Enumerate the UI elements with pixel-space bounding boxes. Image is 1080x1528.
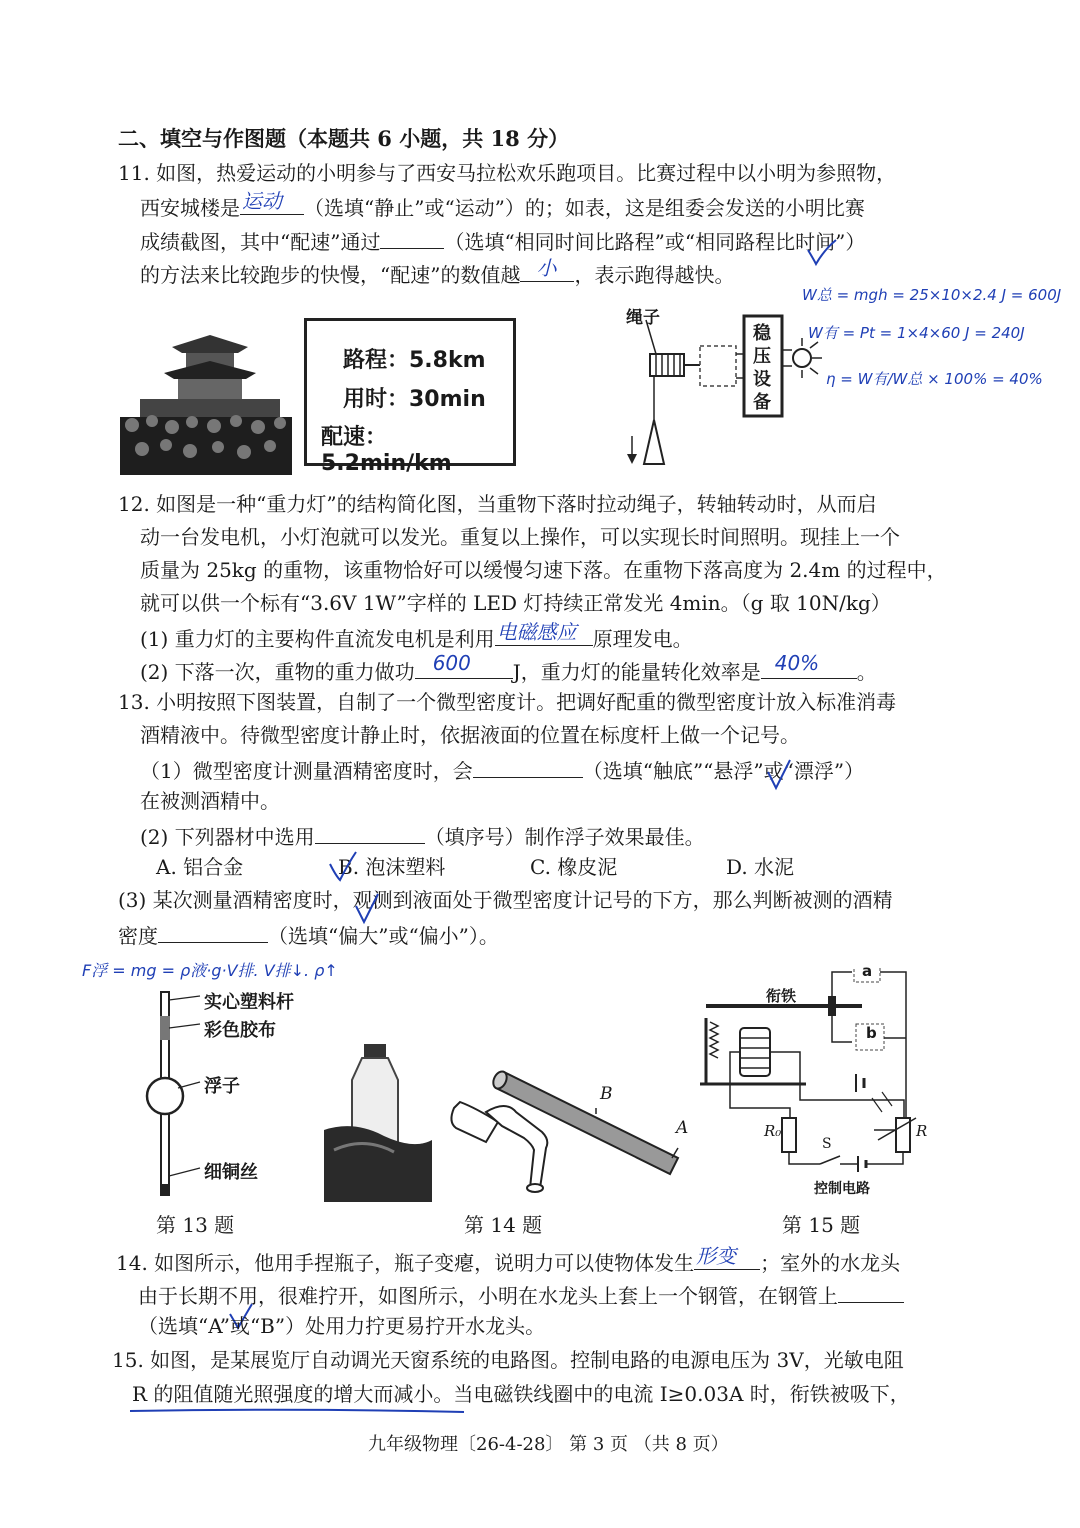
distance-text: 路程：5.8km	[343, 348, 486, 373]
q12-text: J，重力灯的能量转化效率是	[512, 660, 761, 684]
q15-line-1: 15. 如图，是某展览厅自动调光天窗系统的电路图。控制电路的电源电压为 3V，光敏电阻	[112, 1348, 904, 1372]
handwritten-w-useful: W有 = Pt = 1×4×60 J = 240J	[808, 324, 1025, 342]
q11-blank-1[interactable]	[240, 189, 304, 215]
point-b-label: B	[600, 1084, 613, 1104]
q15-line-2: R 的阻值随光照强度的增大而减小。当电磁铁线圈中的电流 I≥0.03A 时，衔铁被吸下，	[132, 1382, 910, 1406]
handwritten-buoyancy: F浮 = mg = ρ液·g·V排. V排↓. ρ↑	[82, 961, 338, 980]
q14-blank-1[interactable]	[694, 1244, 760, 1270]
rod-label: 实心塑料杆	[204, 992, 294, 1013]
q11-line-3	[140, 226, 865, 255]
q11-text: 成绩截图，其中“配速”通过	[140, 230, 381, 254]
q13-text: （选填“触底”“悬浮”或“漂浮”）	[582, 759, 865, 783]
q11-blank-3[interactable]	[520, 256, 574, 282]
q12-line-4: 就可以供一个标有“3.6V 1W”字样的 LED 灯持续正常发光 4min。（g 取 10N/kg）	[140, 591, 891, 615]
q11-line-1: 11. 如图，热爱运动的小明参与了西安马拉松欢乐跑项目。比赛过程中以小明为参照物，	[118, 161, 897, 185]
q12-text: (2) 下落一次，重物的重力做功	[140, 660, 415, 684]
density-meter-diagram	[140, 988, 210, 1208]
point-a-label: A	[676, 1118, 689, 1138]
q13-text: (2) 下列器材中选用	[140, 825, 315, 849]
fig13-caption: 第 13 题	[156, 1213, 235, 1237]
q13-text: 密度	[118, 924, 158, 948]
time-text: 用时：30min	[343, 387, 486, 412]
q14-answer-1: 形变	[696, 1244, 737, 1268]
q12-line-1: 12. 如图是一种“重力灯”的结构简化图，当重物下落时拉动绳子，转轴转动时，从而启	[118, 492, 877, 516]
section-title: 二、填空与作图题（本题共 6 小题，共 18 分）	[118, 126, 570, 151]
q13-option-b: B. 泡沫塑料	[338, 855, 446, 879]
page-footer: 九年级物理〔26-4-28〕 第 3 页 （共 8 页）	[368, 1434, 729, 1455]
q12-answer-1: 电磁感应	[496, 620, 577, 644]
check-mark-icon	[764, 758, 794, 792]
fig14-caption: 第 14 题	[464, 1213, 543, 1237]
q12-blank-1[interactable]	[495, 620, 593, 646]
q13-line-2: 酒精液中。待微型密度计静止时，依据液面的位置在标度杆上做一个记号。	[140, 723, 800, 747]
lamp-a-label: a	[862, 962, 873, 980]
float-label: 浮子	[204, 1076, 240, 1097]
q11-text: 的方法来比较跑步的快慢，“配速”的数值越	[140, 263, 521, 287]
squeezed-bottle-photo	[324, 1040, 432, 1202]
pace-text: 配速：5.2min/km	[321, 425, 452, 476]
xian-city-gate-photo	[120, 325, 292, 475]
q12-answer-2: 600	[432, 651, 471, 675]
photoresistor-r-label: R	[916, 1122, 928, 1140]
q12-text: 原理发电。	[592, 627, 693, 651]
q12-answer-3: 40%	[774, 651, 820, 675]
handwritten-underline	[128, 1406, 468, 1416]
q12-text: 。	[856, 660, 877, 684]
wire-label: 细铜丝	[204, 1162, 258, 1183]
q14-text: 由于长期不用，很难拧开，如图所示，小明在水龙头上套上一个钢管，在钢管上	[138, 1284, 838, 1308]
q11-text: （选填“静止”或“运动”）的；如表，这是组委会发送的小明比赛	[304, 196, 865, 220]
q13-sub-1	[140, 755, 864, 784]
lamp-b-label: b	[866, 1024, 877, 1042]
q13-text: （填序号）制作浮子效果最佳。	[424, 825, 705, 849]
r0-label: R₀	[764, 1122, 782, 1140]
tape-label: 彩色胶布	[204, 1020, 276, 1041]
q12-line-3: 质量为 25kg 的重物，该重物恰好可以缓慢匀速下落。在重物下落高度为 2.4m 的过程中，	[140, 558, 947, 582]
q13-blank-1[interactable]	[473, 755, 583, 778]
q13-sub-3-cont	[118, 920, 499, 949]
q13-blank-2[interactable]	[315, 821, 425, 844]
fig15-caption: 第 15 题	[782, 1213, 861, 1237]
q11-line-2	[140, 189, 865, 221]
q13-sub-2	[140, 821, 705, 850]
q14-line-1	[116, 1244, 901, 1276]
q12-line-2: 动一台发电机，小灯泡就可以发光。重复以上操作，可以实现长时间照明。现挂上一个	[140, 525, 900, 549]
handwritten-w-total: W总 = mgh = 25×10×2.4 J = 600J	[802, 286, 1062, 304]
control-circuit-label: 控制电路	[814, 1181, 870, 1197]
q11-line-4	[140, 256, 735, 288]
q11-answer-1: 运动	[242, 189, 282, 213]
rope-label: 绳子	[626, 308, 660, 328]
switch-s-label: S	[822, 1136, 832, 1152]
q14-text: 14. 如图所示，他用手捏瓶子，瓶子变瘪，说明力可以使物体发生	[116, 1251, 695, 1275]
armature-label: 衔铁	[766, 987, 797, 1005]
q12-blank-3[interactable]	[761, 651, 857, 679]
faucet-pipe-diagram	[446, 1052, 696, 1202]
q12-blank-2[interactable]	[415, 651, 513, 679]
q11-text: 西安城楼是	[140, 196, 240, 220]
q13-option-d: D. 水泥	[726, 855, 795, 879]
q13-line-1: 13. 小明按照下图装置，自制了一个微型密度计。把调好配重的微型密度计放入标准消毒	[118, 690, 897, 714]
voltage-device-label: 稳压设备	[753, 323, 771, 413]
check-mark-icon	[326, 850, 360, 884]
q11-answer-3: 小	[536, 256, 557, 280]
check-mark-icon	[804, 238, 840, 268]
q13-sub-3: (3) 某次测量酒精密度时，观测到液面处于微型密度计记号的下方，那么判断被测的酒精	[118, 888, 893, 912]
q13-option-a: A. 铝合金	[156, 855, 244, 879]
race-result-box	[304, 318, 516, 476]
q13-blank-3[interactable]	[158, 920, 268, 943]
q14-text: ；室外的水龙头	[760, 1251, 901, 1275]
q12-text: (1) 重力灯的主要构件直流发电机是利用	[140, 627, 495, 651]
check-mark-icon	[352, 892, 382, 926]
q11-text: （选填“相同时间比路程”或“相同路程比时间”）	[444, 230, 866, 254]
q12-sub-2	[140, 651, 877, 685]
q13-option-c: C. 橡皮泥	[530, 855, 618, 879]
q13-sub-1-cont: 在被测酒精中。	[140, 789, 280, 813]
q14-line-2	[138, 1280, 904, 1309]
q13-text: （1）微型密度计测量酒精密度时，会	[140, 759, 473, 783]
handwritten-efficiency: η = W有/W总 × 100% = 40%	[826, 370, 1043, 388]
q11-blank-2[interactable]	[380, 226, 444, 249]
q11-text: ，表示跑得越快。	[574, 263, 735, 287]
q12-sub-1	[140, 620, 693, 652]
q13-text: （选填“偏大”或“偏小”）。	[268, 924, 499, 948]
q14-line-3: （选填“A”或“B”）处用力拧更易拧开水龙头。	[138, 1314, 546, 1338]
skylight-control-circuit	[696, 968, 918, 1200]
q14-blank-2[interactable]	[838, 1280, 904, 1303]
